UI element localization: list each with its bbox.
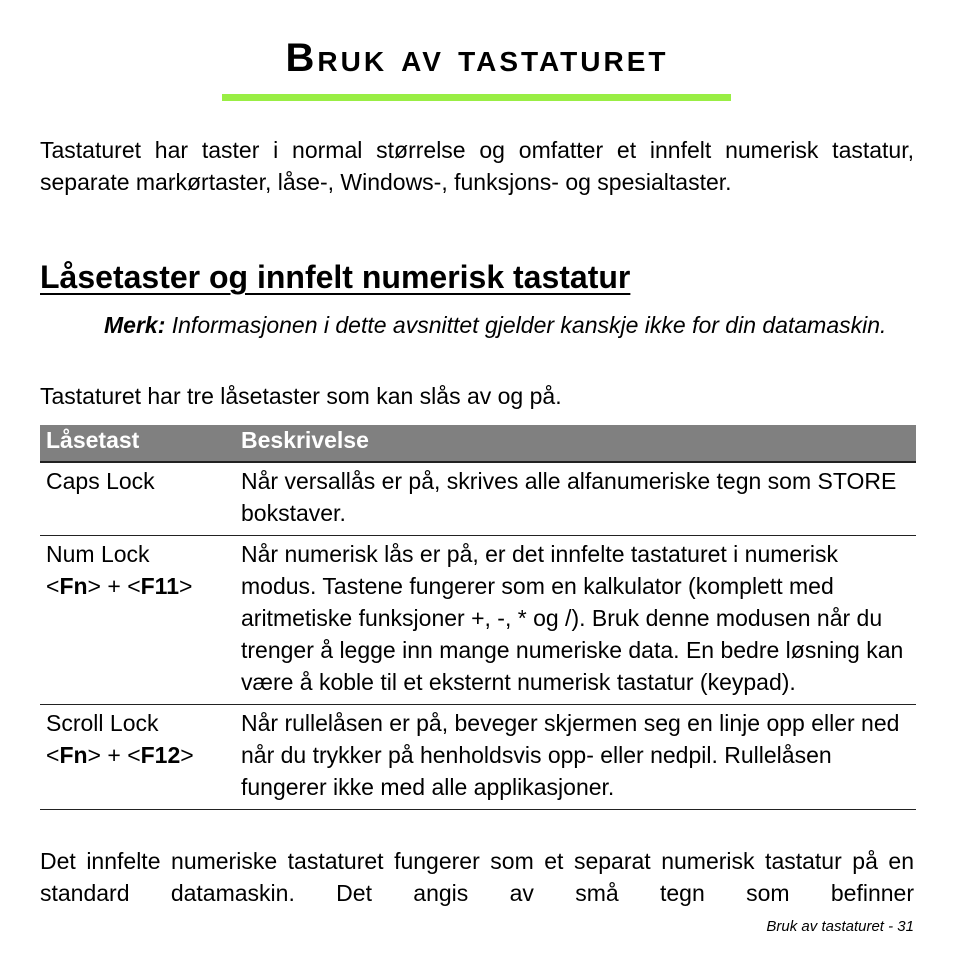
section-heading: Låsetaster og innfelt numerisk tastatur [40,259,631,295]
table-row [40,462,916,536]
key-name: Scroll Lock [46,710,159,736]
intro-paragraph: Tastaturet har taster i normal størrelse og omfatter et innfelt numerisk tastatur, separate markørtaster, låse-, Windows-, funksjons- og spesialtaster. [40,137,914,195]
lock-keys-table [40,425,916,810]
description-cell: Når versallås er på, skrives alle alfanumeriske tegn som STORE bokstaver. [235,462,916,536]
key-name: Num Lock [46,541,150,567]
description-cell: Når numerisk lås er på, er det innfelte tastaturet i numerisk modus. Tastene fungerer som en kalkulator (komplett med aritmetiske funksjoner +, -, * og /). Bruk denne modusen når du trenger å legge inn mange numeriske data. En bedre løsning kan være å koble til et eksternt numerisk tastatur (keypad). [235,536,916,705]
key-cell [40,462,235,536]
key-name: Caps Lock [46,468,155,494]
numpad-paragraph: Det innfelte numeriske tastaturet fungerer som et separat numerisk tastatur på en standard datamaskin. Det angis av små tegn som befinner [40,848,914,906]
key-fn: Fn [59,742,88,768]
key-cell [40,705,235,810]
key-combo: <Fn> + <F11> [46,573,193,599]
key-f11: F11 [140,573,179,599]
description-cell: Når rullelåsen er på, beveger skjermen seg en linje opp eller ned når du trykker på henholdsvis opp- eller nedpil. Rullelåsen fungerer ikke med alle applikasjoner. [235,705,916,810]
key-fn: Fn [59,573,88,599]
lock-keys-lead: Tastaturet har tre låsetaster som kan slås av og på. [40,383,562,409]
note-paragraph [104,309,914,341]
header-lock-key: Låsetast [40,425,235,462]
page-title: Bruk av tastaturet [285,36,669,80]
table-header-row [40,425,916,462]
note-label: Merk: [104,312,166,338]
key-cell [40,536,235,705]
key-combo: <Fn> + <F12> [46,742,194,768]
table-row [40,536,916,705]
header-description: Beskrivelse [235,425,916,462]
page-footer: Bruk av tastaturet - 31 [766,918,914,935]
table-row [40,705,916,810]
key-f12: F12 [140,742,181,768]
title-underline-bar [222,94,731,101]
note-text: Informasjonen i dette avsnittet gjelder kanskje ikke for din datamaskin. [165,312,887,338]
